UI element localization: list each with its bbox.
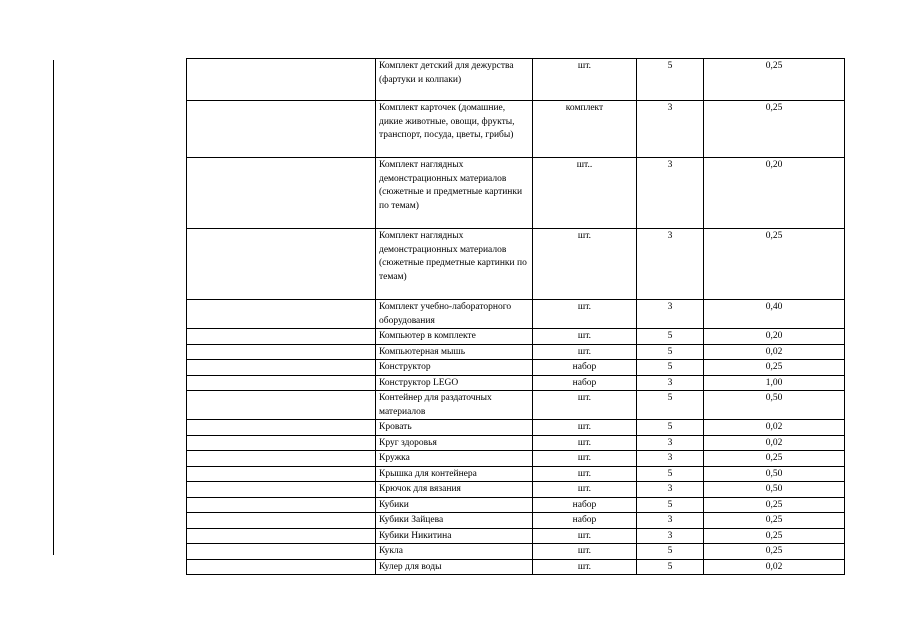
table-row	[187, 513, 845, 529]
blank-cell	[187, 344, 376, 360]
unit-cell: набор	[533, 360, 637, 376]
value-cell: 0,25	[704, 528, 845, 544]
item-name-cell: Комплект наглядных демонстрационных материалов (сюжетные предметные картинки по темам)	[376, 229, 533, 300]
quantity-cell: 5	[637, 360, 704, 376]
value-cell: 0,02	[704, 559, 845, 575]
quantity-cell: 5	[637, 420, 704, 436]
equipment-table-body	[187, 59, 845, 575]
unit-cell: шт.	[533, 482, 637, 498]
quantity-cell: 3	[637, 451, 704, 467]
value-cell: 0,25	[704, 497, 845, 513]
unit-cell: шт.	[533, 559, 637, 575]
table-row	[187, 420, 845, 436]
table-row	[187, 497, 845, 513]
blank-cell	[187, 482, 376, 498]
value-cell: 0,02	[704, 420, 845, 436]
value-cell: 0,25	[704, 513, 845, 529]
blank-cell	[187, 513, 376, 529]
table-row	[187, 528, 845, 544]
value-cell: 0,25	[704, 451, 845, 467]
table-row	[187, 329, 845, 345]
blank-cell	[187, 59, 376, 101]
table-row	[187, 435, 845, 451]
value-cell: 0,20	[704, 158, 845, 229]
item-name-cell: Крючок для вязания	[376, 482, 533, 498]
quantity-cell: 3	[637, 435, 704, 451]
value-cell: 0,25	[704, 360, 845, 376]
unit-cell: шт.	[533, 229, 637, 300]
quantity-cell: 3	[637, 158, 704, 229]
blank-cell	[187, 451, 376, 467]
unit-cell: шт.	[533, 391, 637, 420]
item-name-cell: Кулер для воды	[376, 559, 533, 575]
item-name-cell: Кружка	[376, 451, 533, 467]
quantity-cell: 3	[637, 513, 704, 529]
quantity-cell: 5	[637, 391, 704, 420]
unit-cell: шт.	[533, 528, 637, 544]
value-cell: 0,02	[704, 435, 845, 451]
item-name-cell: Крышка для контейнера	[376, 466, 533, 482]
unit-cell: шт.	[533, 329, 637, 345]
unit-cell: шт..	[533, 158, 637, 229]
table-row	[187, 158, 845, 229]
item-name-cell: Компьютер в комплекте	[376, 329, 533, 345]
table-row	[187, 559, 845, 575]
quantity-cell: 5	[637, 544, 704, 560]
table-row	[187, 344, 845, 360]
item-name-cell: Комплект наглядных демонстрационных материалов (сюжетные и предметные картинки по темам)	[376, 158, 533, 229]
unit-cell: набор	[533, 497, 637, 513]
quantity-cell: 3	[637, 482, 704, 498]
table-row	[187, 229, 845, 300]
quantity-cell: 5	[637, 329, 704, 345]
item-name-cell: Кровать	[376, 420, 533, 436]
blank-cell	[187, 544, 376, 560]
unit-cell: шт.	[533, 435, 637, 451]
item-name-cell: Кукла	[376, 544, 533, 560]
value-cell: 0,25	[704, 544, 845, 560]
unit-cell: шт.	[533, 466, 637, 482]
blank-cell	[187, 391, 376, 420]
unit-cell: комплект	[533, 101, 637, 158]
table-row	[187, 482, 845, 498]
value-cell: 0,50	[704, 391, 845, 420]
table-row	[187, 360, 845, 376]
value-cell: 0,25	[704, 59, 845, 101]
blank-cell	[187, 466, 376, 482]
unit-cell: шт.	[533, 59, 637, 101]
quantity-cell: 5	[637, 344, 704, 360]
item-name-cell: Комплект учебно-лабораторного оборудования	[376, 300, 533, 329]
value-cell: 0,20	[704, 329, 845, 345]
equipment-table	[186, 58, 845, 575]
value-cell: 0,50	[704, 482, 845, 498]
item-name-cell: Комплект карточек (домашние, дикие животные, овощи, фрукты, транспорт, посуда, цветы, грибы)	[376, 101, 533, 158]
item-name-cell: Конструктор LEGO	[376, 375, 533, 391]
unit-cell: шт.	[533, 300, 637, 329]
item-name-cell: Конструктор	[376, 360, 533, 376]
table-row	[187, 466, 845, 482]
value-cell: 0,25	[704, 101, 845, 158]
blank-cell	[187, 435, 376, 451]
unit-cell: набор	[533, 513, 637, 529]
blank-cell	[187, 158, 376, 229]
value-cell: 0,02	[704, 344, 845, 360]
blank-cell	[187, 375, 376, 391]
item-name-cell: Компьютерная мышь	[376, 344, 533, 360]
blank-cell	[187, 329, 376, 345]
value-cell: 0,25	[704, 229, 845, 300]
value-cell: 0,40	[704, 300, 845, 329]
unit-cell: шт.	[533, 420, 637, 436]
value-cell: 0,50	[704, 466, 845, 482]
table-row	[187, 451, 845, 467]
blank-cell	[187, 497, 376, 513]
page-margin-line	[53, 60, 54, 555]
quantity-cell: 3	[637, 375, 704, 391]
quantity-cell: 5	[637, 497, 704, 513]
value-cell: 1,00	[704, 375, 845, 391]
table-row	[187, 544, 845, 560]
unit-cell: шт.	[533, 451, 637, 467]
quantity-cell: 3	[637, 528, 704, 544]
blank-cell	[187, 300, 376, 329]
quantity-cell: 5	[637, 59, 704, 101]
item-name-cell: Круг здоровья	[376, 435, 533, 451]
quantity-cell: 5	[637, 466, 704, 482]
quantity-cell: 3	[637, 300, 704, 329]
table-row	[187, 59, 845, 101]
blank-cell	[187, 559, 376, 575]
unit-cell: шт.	[533, 544, 637, 560]
blank-cell	[187, 360, 376, 376]
item-name-cell: Комплект детский для дежурства (фартуки и колпаки)	[376, 59, 533, 101]
table-row	[187, 300, 845, 329]
table-row	[187, 391, 845, 420]
item-name-cell: Контейнер для раздаточных материалов	[376, 391, 533, 420]
quantity-cell: 3	[637, 229, 704, 300]
unit-cell: набор	[533, 375, 637, 391]
blank-cell	[187, 101, 376, 158]
quantity-cell: 3	[637, 101, 704, 158]
item-name-cell: Кубики Зайцева	[376, 513, 533, 529]
blank-cell	[187, 229, 376, 300]
unit-cell: шт.	[533, 344, 637, 360]
table-row	[187, 375, 845, 391]
blank-cell	[187, 420, 376, 436]
quantity-cell: 5	[637, 559, 704, 575]
item-name-cell: Кубики Никитина	[376, 528, 533, 544]
item-name-cell: Кубики	[376, 497, 533, 513]
table-row	[187, 101, 845, 158]
blank-cell	[187, 528, 376, 544]
